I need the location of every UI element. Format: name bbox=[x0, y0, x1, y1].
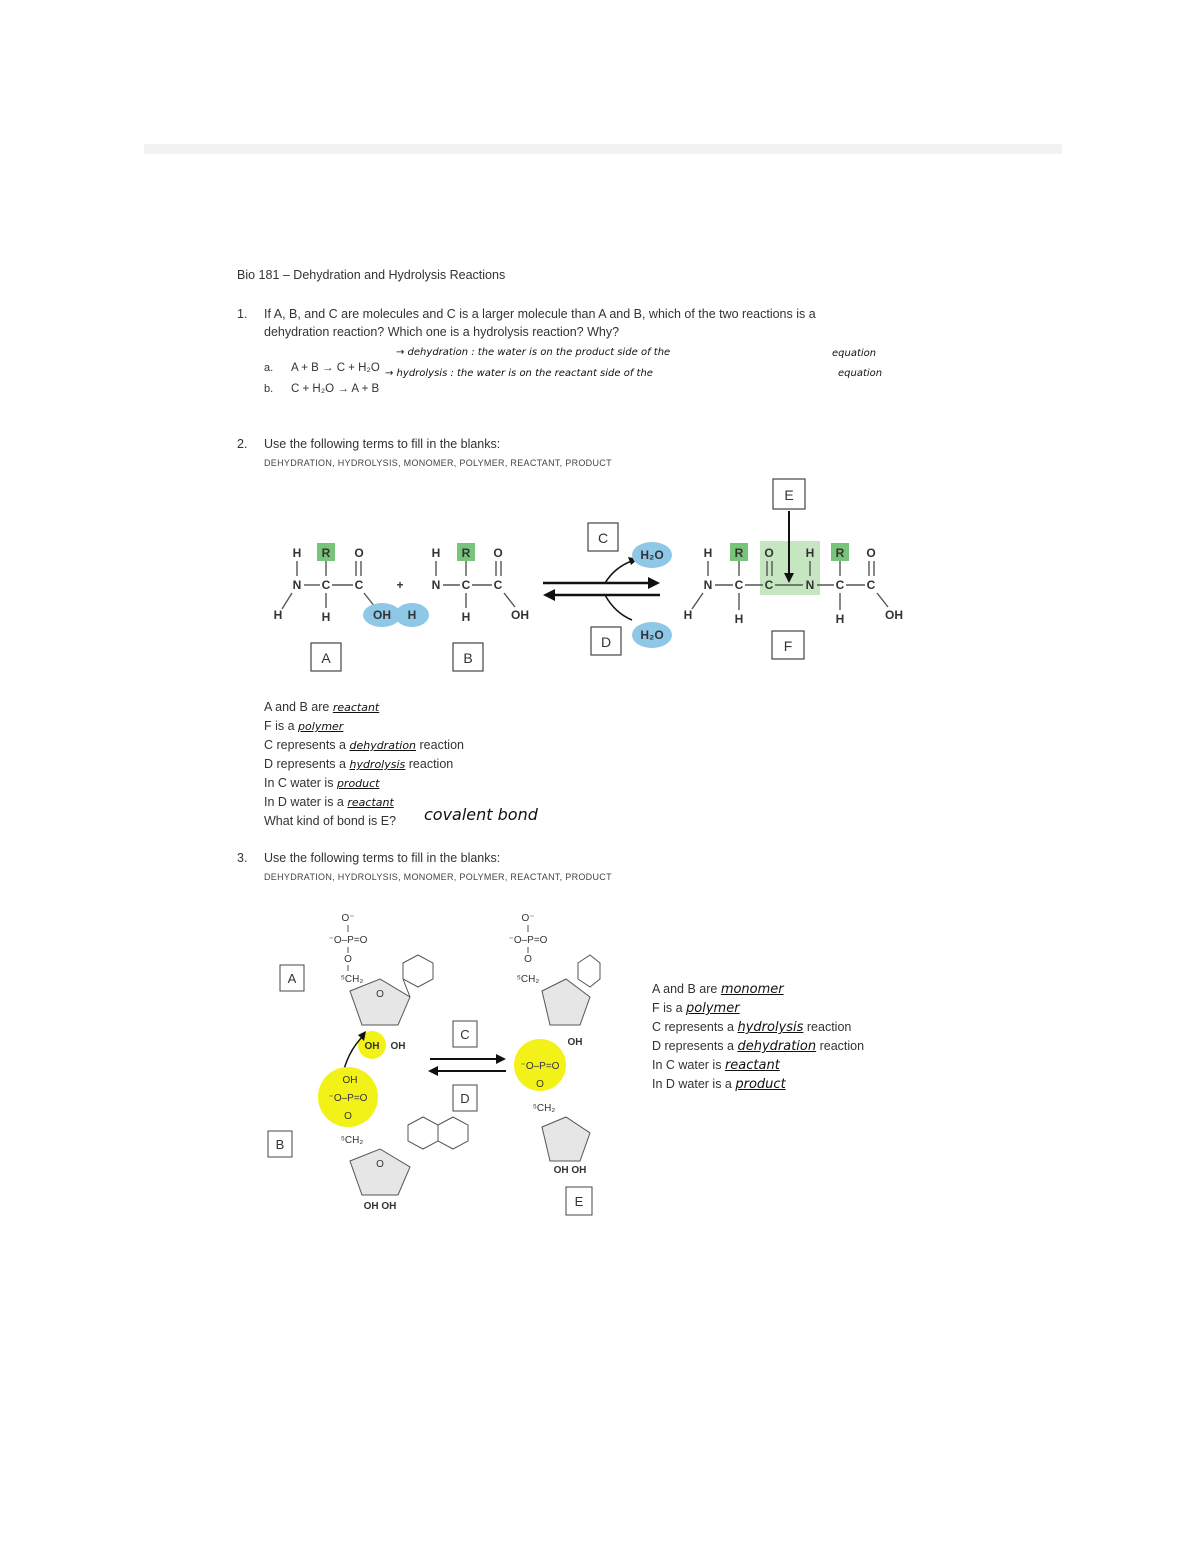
q2-number: 2. bbox=[237, 437, 248, 451]
atom: O bbox=[764, 546, 774, 560]
q1-b-answer-end: equation bbox=[838, 368, 883, 379]
q2-answer-line bbox=[264, 719, 343, 733]
atom: ⁵CH₂ bbox=[532, 1103, 556, 1114]
line-prefix: F is a bbox=[652, 1001, 687, 1015]
atom: C bbox=[354, 578, 364, 592]
atom: C bbox=[734, 578, 744, 592]
atom: C bbox=[835, 578, 845, 592]
q2-terms: DEHYDRATION, HYDROLYSIS, MONOMER, POLYMER, REACTANT, PRODUCT bbox=[264, 458, 612, 468]
handwritten-answer: product bbox=[336, 777, 380, 790]
line-prefix: D represents a bbox=[264, 757, 350, 771]
line-prefix: F is a bbox=[264, 719, 299, 733]
line-prefix: In D water is a bbox=[652, 1077, 736, 1091]
atom: H bbox=[835, 612, 845, 626]
atom: H bbox=[461, 610, 471, 624]
phosphate-group: ⁻O–P=O bbox=[520, 1061, 560, 1072]
q1-b-label: b. bbox=[264, 383, 274, 395]
atom: OH bbox=[342, 1075, 358, 1086]
line-prefix: C represents a bbox=[264, 738, 350, 752]
q2-bond-answer: covalent bond bbox=[424, 805, 538, 824]
atom: ⁵CH₂ bbox=[340, 974, 364, 985]
q3-answer-line bbox=[652, 1001, 740, 1016]
line-suffix: reaction bbox=[803, 1020, 852, 1034]
q1-a-label: a. bbox=[264, 362, 274, 374]
q1-text-line1: If A, B, and C are molecules and C is a larger molecule than A and B, which of the two reactions is a bbox=[264, 307, 816, 321]
atom: C bbox=[866, 578, 876, 592]
atom: O bbox=[344, 1111, 352, 1122]
hydroxyl: OH bbox=[390, 1041, 406, 1052]
line-prefix: D represents a bbox=[652, 1039, 738, 1053]
atom: R bbox=[461, 546, 471, 560]
atom: O⁻ bbox=[341, 913, 355, 924]
q1-a-equation: A + B → C + H₂O bbox=[291, 362, 380, 374]
label-b: B bbox=[463, 650, 473, 666]
phosphate-group: ⁻O–P=O bbox=[508, 935, 548, 946]
page-top-bar bbox=[144, 144, 1062, 154]
q3-answer-line bbox=[652, 1039, 864, 1054]
phosphate-group: ⁻O–P=O bbox=[328, 935, 368, 946]
water-reactant: H₂O bbox=[640, 628, 664, 642]
line-prefix: In C water is bbox=[264, 776, 337, 790]
hydroxyl-group: OH bbox=[373, 608, 391, 622]
atom: R bbox=[734, 546, 744, 560]
atom: ⁵CH₂ bbox=[516, 974, 540, 985]
atom: O bbox=[536, 1079, 544, 1090]
line-prefix: A and B are bbox=[264, 700, 333, 714]
label-c: C bbox=[460, 1027, 470, 1042]
q1-text-line2: dehydration reaction? Which one is a hydrolysis reaction? Why? bbox=[264, 325, 620, 339]
q1-b-equation: C + H₂O → A + B bbox=[291, 383, 380, 395]
handwritten-answer: product bbox=[735, 1077, 786, 1092]
label-c: C bbox=[597, 530, 609, 546]
q3-answer-line bbox=[652, 1077, 786, 1092]
hydroxyls: OH OH bbox=[553, 1165, 587, 1176]
atom: O bbox=[493, 546, 503, 560]
q2-answer-line bbox=[264, 738, 464, 752]
atom: H bbox=[703, 546, 713, 560]
q2-answer-line bbox=[264, 795, 394, 809]
atom: ⁵CH₂ bbox=[340, 1135, 364, 1146]
line-suffix: reaction bbox=[416, 738, 464, 752]
atom: H bbox=[683, 608, 693, 622]
atom: H bbox=[273, 608, 283, 622]
atom: C bbox=[321, 578, 331, 592]
label-a: A bbox=[287, 971, 297, 986]
label-a: A bbox=[321, 650, 331, 666]
q3-answer-line bbox=[652, 1058, 780, 1073]
water-product: H₂O bbox=[640, 548, 664, 562]
atom: R bbox=[321, 546, 331, 560]
hydroxyls: OH OH bbox=[363, 1201, 397, 1212]
q2-answer-line bbox=[264, 700, 379, 714]
atom: H bbox=[734, 612, 744, 626]
label-f: F bbox=[783, 638, 793, 654]
q2-prompt: Use the following terms to fill in the blanks: bbox=[264, 437, 501, 451]
worksheet-title: Bio 181 – Dehydration and Hydrolysis Reactions bbox=[237, 268, 506, 282]
hydroxyl: OH bbox=[567, 1037, 583, 1048]
handwritten-answer: reactant bbox=[724, 1058, 780, 1073]
q1-b-answer: → hydrolysis : the water is on the reactant side of the bbox=[385, 368, 653, 379]
line-suffix: reaction bbox=[816, 1039, 865, 1053]
atom: H bbox=[292, 546, 302, 560]
line-prefix: In D water is a bbox=[264, 795, 348, 809]
handwritten-answer: monomer bbox=[720, 982, 784, 997]
atom: O bbox=[524, 954, 532, 965]
handwritten-answer: dehydration bbox=[737, 1039, 817, 1054]
atom: H bbox=[321, 610, 331, 624]
q1-number: 1. bbox=[237, 307, 248, 321]
atom: N bbox=[431, 578, 441, 592]
label-d: D bbox=[600, 634, 612, 650]
atom: OH bbox=[885, 608, 903, 622]
atom: N bbox=[292, 578, 302, 592]
handwritten-answer: polymer bbox=[686, 1001, 740, 1016]
handwritten-answer: hydrolysis bbox=[737, 1020, 804, 1035]
atom: C bbox=[764, 578, 774, 592]
line-prefix: C represents a bbox=[652, 1020, 738, 1034]
peptide-diagram bbox=[260, 475, 920, 675]
atom: O⁻ bbox=[521, 913, 535, 924]
nucleotide-diagram bbox=[260, 905, 620, 1217]
atom: O bbox=[344, 954, 352, 965]
q2-answer-line bbox=[264, 776, 380, 790]
q1-a-answer-end: equation bbox=[832, 348, 877, 359]
q2-answer-line bbox=[264, 757, 453, 771]
q3-terms: DEHYDRATION, HYDROLYSIS, MONOMER, POLYMER, REACTANT, PRODUCT bbox=[264, 872, 612, 882]
q3-number: 3. bbox=[237, 851, 248, 865]
atom: O bbox=[376, 1159, 384, 1170]
handwritten-answer: hydrolysis bbox=[349, 758, 406, 771]
handwritten-answer: polymer bbox=[298, 720, 344, 733]
atom: R bbox=[835, 546, 845, 560]
line-suffix: reaction bbox=[405, 757, 454, 771]
q3-answer-line bbox=[652, 982, 784, 997]
q1-a-answer: → dehydration : the water is on the product side of the bbox=[396, 347, 671, 358]
atom: N bbox=[703, 578, 713, 592]
atom: O bbox=[866, 546, 876, 560]
line-prefix: A and B are bbox=[652, 982, 721, 996]
q3-answer-line bbox=[652, 1020, 851, 1035]
atom: O bbox=[354, 546, 364, 560]
q3-prompt: Use the following terms to fill in the blanks: bbox=[264, 851, 501, 865]
handwritten-answer: reactant bbox=[332, 701, 380, 714]
handwritten-answer: reactant bbox=[347, 796, 394, 809]
atom: H bbox=[431, 546, 441, 560]
atom: H bbox=[805, 546, 815, 560]
atom: N bbox=[805, 578, 815, 592]
atom: C bbox=[493, 578, 503, 592]
label-b: B bbox=[275, 1137, 285, 1152]
atom: OH bbox=[511, 608, 529, 622]
line-prefix: In C water is bbox=[652, 1058, 725, 1072]
phosphate-group: ⁻O–P=O bbox=[328, 1093, 368, 1104]
label-e: E bbox=[784, 487, 794, 503]
atom: O bbox=[376, 989, 384, 1000]
hydrogen-atom: H bbox=[407, 608, 417, 622]
plus-sign: + bbox=[396, 578, 404, 592]
handwritten-answer: dehydration bbox=[349, 739, 417, 752]
label-e: E bbox=[574, 1194, 584, 1209]
atom: C bbox=[461, 578, 471, 592]
hydroxyl-highlighted: OH bbox=[364, 1041, 380, 1052]
label-d: D bbox=[460, 1091, 470, 1106]
q2-bond-question: What kind of bond is E? bbox=[264, 814, 397, 828]
